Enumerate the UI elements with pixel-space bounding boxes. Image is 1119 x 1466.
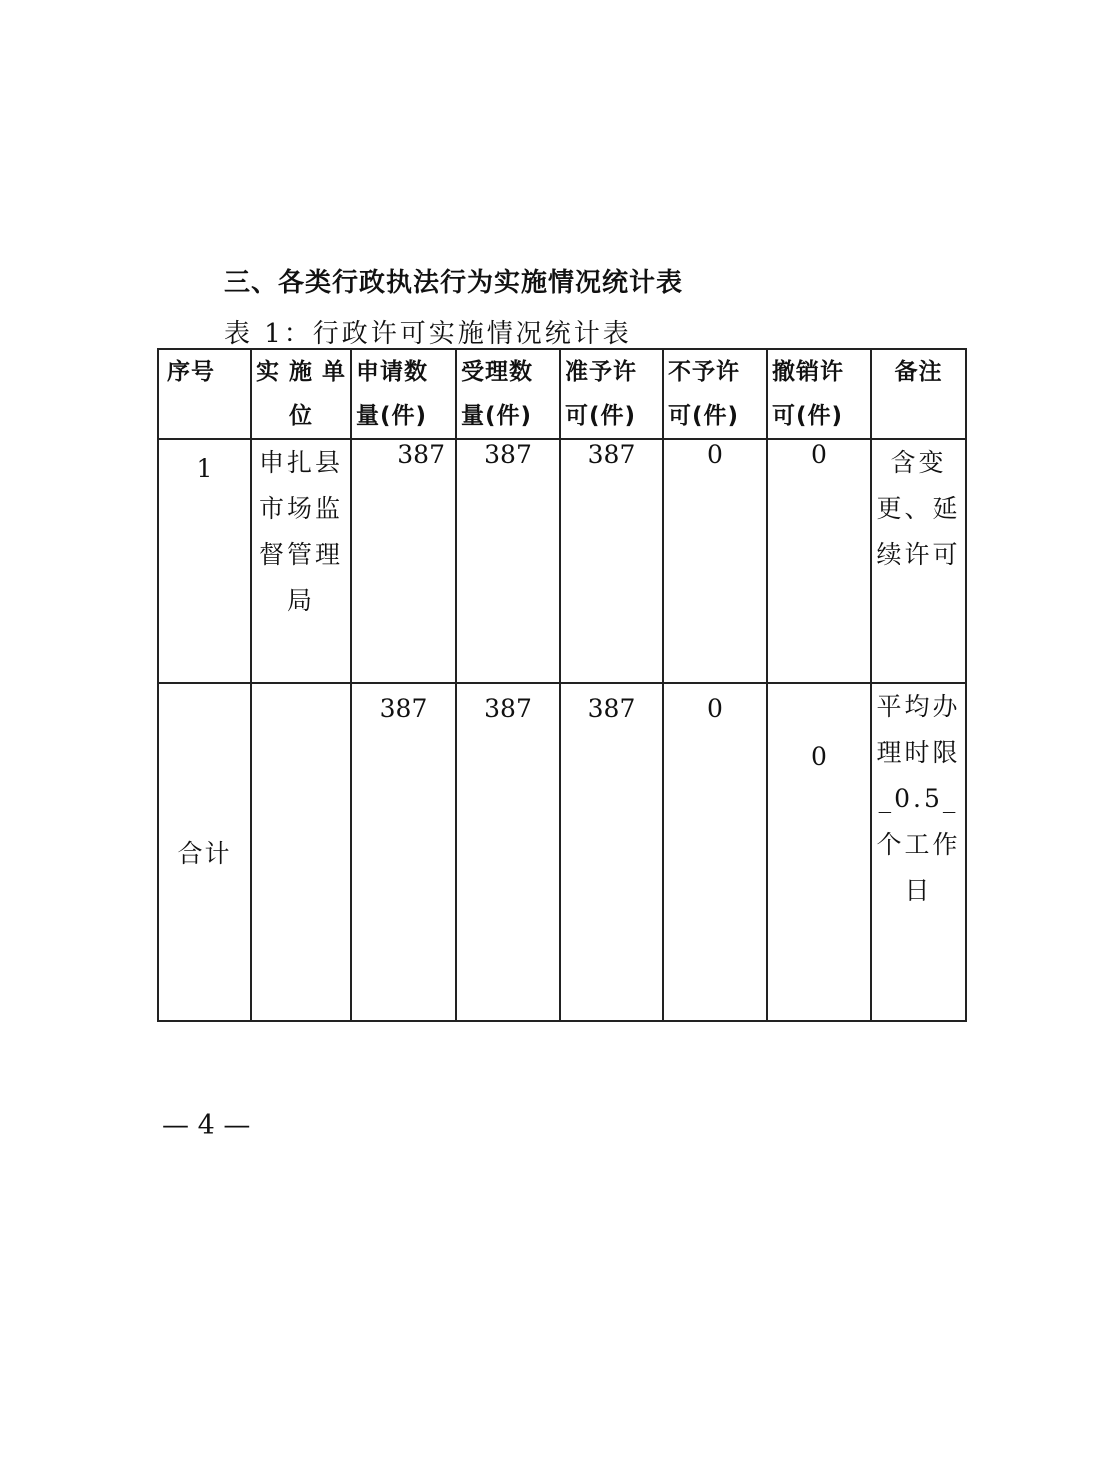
- page-number: — 4 —: [162, 1110, 251, 1141]
- total-unit: [251, 683, 351, 1021]
- cell-applied: 387: [351, 439, 456, 683]
- cell-accepted: 387: [456, 439, 560, 683]
- total-revoked: 0: [767, 683, 871, 1021]
- total-applied: 387: [351, 683, 456, 1021]
- total-granted: 387: [560, 683, 663, 1021]
- table-row: [158, 439, 966, 683]
- cell-unit: 申扎县市场监督管理局: [251, 439, 351, 683]
- header-denied: 不予许可(件): [663, 349, 767, 439]
- total-label: 合计: [158, 683, 251, 1021]
- total-remarks: 平均办理时限_0.5_个工作日: [871, 683, 966, 1021]
- table-total-row: [158, 683, 966, 1021]
- total-denied: 0: [663, 683, 767, 1021]
- total-accepted: 387: [456, 683, 560, 1021]
- header-remarks: 备注: [871, 349, 966, 439]
- cell-remarks: 含变更、延续许可: [871, 439, 966, 683]
- header-seq: 序号: [158, 349, 251, 439]
- cell-denied: 0: [663, 439, 767, 683]
- header-unit: 实 施 单 位: [251, 349, 351, 439]
- table-caption: 表 1：行政许可实施情况统计表: [224, 319, 632, 349]
- header-granted: 准予许可(件): [560, 349, 663, 439]
- cell-seq: 1: [158, 439, 251, 683]
- permit-statistics-table: [157, 348, 967, 1022]
- header-revoked: 撤销许可(件): [767, 349, 871, 439]
- cell-revoked: 0: [767, 439, 871, 683]
- header-applied: 申请数量(件): [351, 349, 456, 439]
- table-header-row: [158, 349, 966, 439]
- header-accepted: 受理数量(件): [456, 349, 560, 439]
- section-heading: 三、各类行政执法行为实施情况统计表: [224, 268, 684, 298]
- cell-granted: 387: [560, 439, 663, 683]
